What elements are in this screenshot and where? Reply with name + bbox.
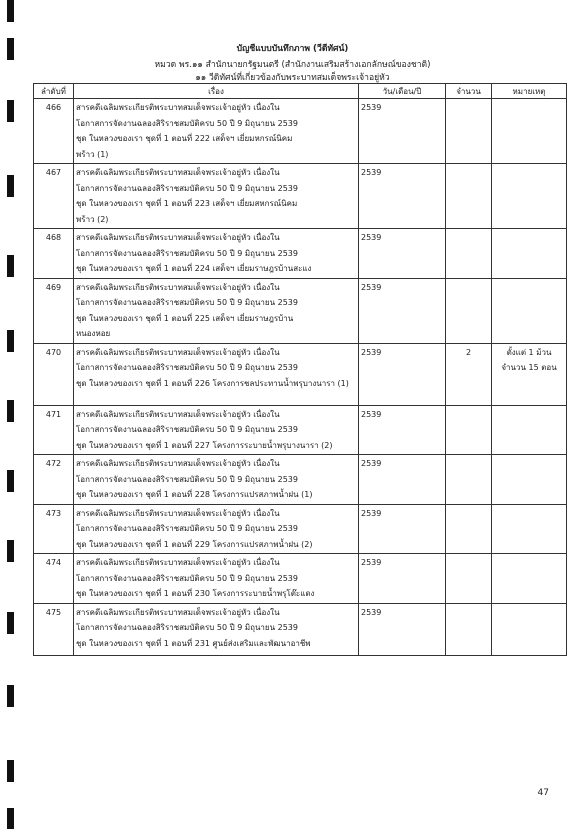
row-subject xyxy=(74,603,359,655)
row-quantity: 2 xyxy=(446,343,492,405)
subject-line: โอกาสการจัดงานฉลองสิริราชสมบัติครบ 50 ปี 9 มิถุนายน 2539 xyxy=(76,183,298,193)
table-row xyxy=(34,603,567,655)
binder-mark xyxy=(7,760,14,782)
row-number: 471 xyxy=(34,405,74,455)
page-number: 47 xyxy=(537,788,549,798)
row-date: 2539 xyxy=(359,603,446,655)
row-date: 2539 xyxy=(359,164,446,229)
table-row xyxy=(34,229,567,279)
subject-line: โอกาสการจัดงานฉลองสิริราชสมบัติครบ 50 ปี 9 มิถุนายน 2539 xyxy=(76,298,298,307)
table-row xyxy=(34,455,567,505)
table-row xyxy=(34,343,567,405)
subject-line: ชุด ในหลวงของเรา ชุดที่ 1 ตอนที่ 225 เสด็จฯ เยี่ยมราษฎรบ้าน xyxy=(76,313,294,323)
row-subject xyxy=(74,343,359,405)
row-quantity xyxy=(446,164,492,229)
subject-line: โอกาสการจัดงานฉลองสิริราชสมบัติครบ 50 ปี 9 มิถุนายน 2539 xyxy=(76,524,298,533)
binder-mark xyxy=(7,175,14,197)
row-remark xyxy=(492,99,567,164)
table-row xyxy=(34,278,567,343)
binder-mark xyxy=(7,330,14,352)
row-quantity xyxy=(446,405,492,455)
row-subject xyxy=(74,164,359,229)
col-header-remark: หมายเหตุ xyxy=(492,84,567,99)
row-remark xyxy=(492,164,567,229)
row-subject xyxy=(74,229,359,279)
subject-line: ชุด ในหลวงของเรา ชุดที่ 1 ตอนที่ 229 โครงการแปรสภาพน้ำฝน (2) xyxy=(76,539,313,549)
row-remark xyxy=(492,229,567,279)
subject-line: ชุด ในหลวงของเรา ชุดที่ 1 ตอนที่ 227 โครงการระบายน้ำพรุบางนารา (2) xyxy=(76,440,333,450)
subject-line: หนองหอย xyxy=(76,329,111,338)
row-number: 467 xyxy=(34,164,74,229)
subject-line: ชุด ในหลวงของเรา ชุดที่ 1 ตอนที่ 223 เสด็จฯ เยี่ยมสหกรณ์นิคม xyxy=(76,199,298,208)
row-date: 2539 xyxy=(359,99,446,164)
row-date: 2539 xyxy=(359,405,446,455)
subject-line: ชุด ในหลวงของเรา ชุดที่ 1 ตอนที่ 222 เสด็จฯ เยี่ยมหกรณ์นิคม xyxy=(76,134,293,143)
row-subject xyxy=(74,504,359,554)
row-date: 2539 xyxy=(359,554,446,604)
subject-line: สารคดีเฉลิมพระเกียรติพระบาทสมเด็จพระเจ้าอยู่หัว เนื่องใน xyxy=(76,607,280,617)
row-quantity xyxy=(446,229,492,279)
section-heading: ๑๑ วีดิทัศน์ที่เกี่ยวข้องกับพระบาทสมเด็จพระเจ้าอยู่หัว xyxy=(195,73,390,83)
row-number: 473 xyxy=(34,504,74,554)
table-row xyxy=(34,405,567,455)
row-remark xyxy=(492,405,567,455)
subject-line: ชุด ในหลวงของเรา ชุดที่ 1 ตอนที่ 226 โครงการชลประทานน้ำพรุบางนารา (1) xyxy=(76,378,349,388)
row-quantity xyxy=(446,278,492,343)
subject-line: พร้าว (2) xyxy=(76,214,109,224)
subject-line: โอกาสการจัดงานฉลองสิริราชสมบัติครบ 50 ปี 9 มิถุนายน 2539 xyxy=(76,474,298,484)
subject-line: ชุด ในหลวงของเรา ชุดที่ 1 ตอนที่ 230 โครงการระบายน้ำพรุโต๊ะแดง xyxy=(76,589,315,598)
row-quantity xyxy=(446,455,492,505)
row-date: 2539 xyxy=(359,455,446,505)
table-body xyxy=(34,99,567,656)
row-subject xyxy=(74,405,359,455)
table-row xyxy=(34,554,567,604)
row-quantity xyxy=(446,554,492,604)
row-subject xyxy=(74,554,359,604)
subject-line: โอกาสการจัดงานฉลองสิริราชสมบัติครบ 50 ปี 9 มิถุนายน 2539 xyxy=(76,248,298,258)
binder-mark xyxy=(7,100,14,122)
subject-line: สารคดีเฉลิมพระเกียรติพระบาทสมเด็จพระเจ้าอยู่หัว เนื่องใน xyxy=(76,558,280,567)
subject-line: โอกาสการจัดงานฉลองสิริราชสมบัติครบ 50 ปี 9 มิถุนายน 2539 xyxy=(76,573,298,583)
document-subtitle: หมวด พร.๑๑ สำนักนายกรัฐมนตรี (สำนักงานเสริมสร้างเอกลักษณ์ของชาติ) xyxy=(154,60,431,70)
row-subject xyxy=(74,99,359,164)
subject-line: สารคดีเฉลิมพระเกียรติพระบาทสมเด็จพระเจ้าอยู่หัว เนื่องใน xyxy=(76,168,280,177)
row-number: 468 xyxy=(34,229,74,279)
row-quantity xyxy=(446,603,492,655)
row-subject xyxy=(74,455,359,505)
binder-mark xyxy=(7,255,14,277)
row-remark: ตั้งแต่ 1 ม้วน จำนวน 15 ตอน xyxy=(492,343,567,405)
row-date: 2539 xyxy=(359,504,446,554)
subject-line: โอกาสการจัดงานฉลองสิริราชสมบัติครบ 50 ปี 9 มิถุนายน 2539 xyxy=(76,363,298,372)
row-number: 470 xyxy=(34,343,74,405)
table-row xyxy=(34,164,567,229)
col-header-subject: เรื่อง xyxy=(74,84,359,99)
table-header-row xyxy=(34,84,567,99)
subject-line: ชุด ในหลวงของเรา ชุดที่ 1 ตอนที่ 224 เสด็จฯ เยี่ยมราษฎรบ้านสะแง xyxy=(76,264,312,273)
row-date: 2539 xyxy=(359,229,446,279)
binder-mark xyxy=(7,540,14,562)
col-header-no: ลำดับที่ xyxy=(34,84,74,99)
col-header-date: วัน/เดือน/ปี xyxy=(359,84,446,99)
subject-line: สารคดีเฉลิมพระเกียรติพระบาทสมเด็จพระเจ้าอยู่หัว เนื่องใน xyxy=(76,347,280,357)
subject-line: ชุด ในหลวงของเรา ชุดที่ 1 ตอนที่ 228 โครงการแปรสภาพน้ำฝน (1) xyxy=(76,490,313,499)
subject-line: พร้าว (1) xyxy=(76,149,109,159)
subject-line: สารคดีเฉลิมพระเกียรติพระบาทสมเด็จพระเจ้าอยู่หัว เนื่องใน xyxy=(76,409,280,419)
subject-line: ชุด ในหลวงของเรา ชุดที่ 1 ตอนที่ 231 ศูนย์ส่งเสริมและพัฒนาอาชีพ xyxy=(76,638,311,648)
row-number: 474 xyxy=(34,554,74,604)
subject-line: โอกาสการจัดงานฉลองสิริราชสมบัติครบ 50 ปี 9 มิถุนายน 2539 xyxy=(76,118,298,128)
row-date: 2539 xyxy=(359,343,446,405)
binder-mark xyxy=(7,0,14,22)
row-remark xyxy=(492,554,567,604)
row-number: 472 xyxy=(34,455,74,505)
row-quantity xyxy=(446,99,492,164)
binder-mark xyxy=(7,470,14,492)
subject-line: สารคดีเฉลิมพระเกียรติพระบาทสมเด็จพระเจ้าอยู่หัว เนื่องใน xyxy=(76,233,280,242)
register-table xyxy=(33,83,567,656)
row-remark xyxy=(492,603,567,655)
document-title: บัญชีแบบบันทึกภาพ (วีดีทัศน์) xyxy=(236,44,349,54)
row-remark xyxy=(492,278,567,343)
row-number: 475 xyxy=(34,603,74,655)
binder-mark xyxy=(7,400,14,422)
binder-mark xyxy=(7,685,14,707)
table-row xyxy=(34,99,567,164)
row-number: 469 xyxy=(34,278,74,343)
subject-line: สารคดีเฉลิมพระเกียรติพระบาทสมเด็จพระเจ้าอยู่หัว เนื่องใน xyxy=(76,508,280,518)
binder-mark xyxy=(7,612,14,634)
subject-line: โอกาสการจัดงานฉลองสิริราชสมบัติครบ 50 ปี 9 มิถุนายน 2539 xyxy=(76,623,298,632)
subject-line: สารคดีเฉลิมพระเกียรติพระบาทสมเด็จพระเจ้าอยู่หัว เนื่องใน xyxy=(76,459,280,468)
table-row xyxy=(34,504,567,554)
col-header-qty: จำนวน xyxy=(446,84,492,99)
row-subject xyxy=(74,278,359,343)
binder-mark xyxy=(7,808,14,829)
row-date: 2539 xyxy=(359,278,446,343)
row-remark xyxy=(492,504,567,554)
subject-line: สารคดีเฉลิมพระเกียรติพระบาทสมเด็จพระเจ้าอยู่หัว เนื่องใน xyxy=(76,282,280,292)
subject-line: โอกาสการจัดงานฉลองสิริราชสมบัติครบ 50 ปี 9 มิถุนายน 2539 xyxy=(76,425,298,434)
row-number: 466 xyxy=(34,99,74,164)
subject-line: สารคดีเฉลิมพระเกียรติพระบาทสมเด็จพระเจ้าอยู่หัว เนื่องใน xyxy=(76,103,280,112)
row-remark xyxy=(492,455,567,505)
row-quantity xyxy=(446,504,492,554)
